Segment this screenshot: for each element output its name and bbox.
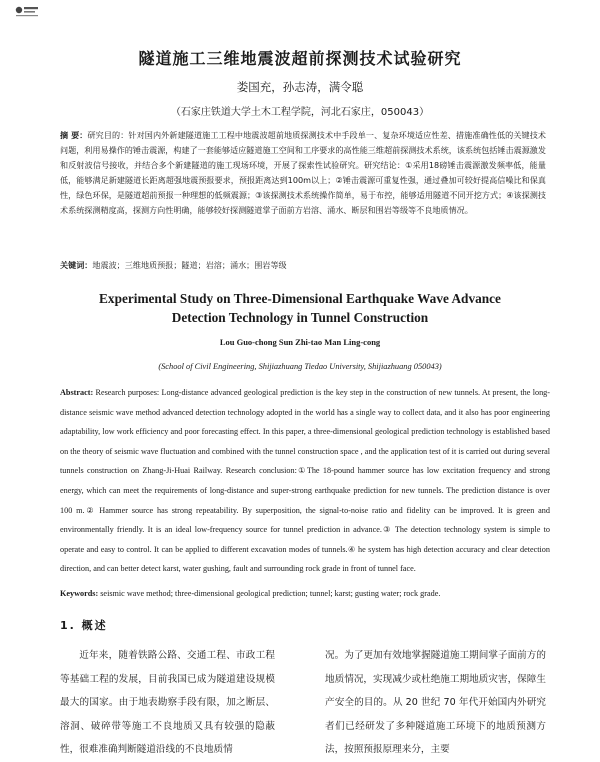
chinese-keywords-label: 关键词： <box>60 260 93 270</box>
english-abstract-text: Research purposes: Long-distance advanced geological prediction is the key step in the construction of new tunnels. At present, the long-distance seismic wave method advanced detection technology adopted in the world has a single way to collect data, and it also has poor engineering adaptability, low work efficiency and poor forecasting effect. In this paper, a three-dimensional geological prediction technology is established based on the theory of seismic wave fluctuation and combined with the tunnel construction space , and the application test of it is carried out during several tunnels construction on Zhang-Ji-Huai Railway. Research conclusion:①The 18-pound hammer source has low excitation frequency and strong energy, which can meet the requirements of long-distance and super-strong earthquake prediction for new tunnels. The prediction distance is over 100 m.② Hammer source has strong repeatability. By superposition, the signal-to-noise ratio and fidelity can be improved. It is green and environmentally friendly. It is an ideal low-frequency source for tunnel prediction in advance.③ The detection technology system is simple to operate and easy to control. It can be applied to different excavation modes of tunnels.④ he system has high detection accuracy and clear detection direction, and can better detect karst, water gushing, fault and surrounding rock grade in front of tunnel face. <box>60 388 550 574</box>
chinese-keywords-text: 地震波；三维地质预报；隧道；岩溶；涌水；围岩等级 <box>92 260 287 270</box>
english-authors: Lou Guo-chong Sun Zhi-tao Man Ling-cong <box>219 337 381 347</box>
english-keywords-label: Keywords: <box>60 589 99 598</box>
chinese-abstract-label: 摘 要： <box>60 130 88 140</box>
chinese-authors: 娄国充，孙志涛，满令聪 <box>236 80 364 94</box>
journal-logo-icon <box>14 4 40 18</box>
chinese-abstract-text: 研究目的：针对国内外新建隧道施工工程中地震波超前地质探测技术中手段单一、复杂环境适应性差、措施准确性低的关键技术问题，利用易操作的锤击震源，构建了一套能够适应隧道施工空间和工序要求的高性能三维超前探测技术系统，该系统包括锤击震源激发和反射波信号接收，并结合多个新建隧道的施工现场环境，开展了探索性试验研究。研究结论：①采用18磅锤击震源激发频率低，能量低，能够满足新建隧道长距离超强地震预报要求，预报距离达到100m以上；②锤击震源可重复性强，通过叠加可较好提高信噪比和保真性，绿色环保，是隧道超前预报一种理想的低频震源；③该探测技术系统操作简单，易于布控，能够适用隧道不同开挖方式；④该探测技术系统探测精度高，探测方向性明确，能够较好探测隧道掌子面前方岩溶、涌水、断层和围岩等级等不良地质情况。 <box>60 130 546 215</box>
english-keywords-text: seismic wave method; three-dimensional geological prediction; tunnel; karst; gusting water; rock grade. <box>100 589 441 598</box>
chinese-abstract <box>60 128 546 218</box>
english-keywords <box>60 589 550 598</box>
english-title <box>0 289 600 327</box>
body-column-right: 况。为了更加有效地掌握隧道施工期间掌子面前方的地质情况，实现减少或杜绝施工期地质灾害，保障生产安全的目的。从 20 世纪 70 年代开始国内外研究者们已经研发了多种隧道施工环境下的地质预测方法，按照预报原理来分，主要 <box>325 650 546 755</box>
english-abstract-label: Abstract: <box>60 388 94 397</box>
chinese-affiliation: （石家庄铁道大学土木工程学院，河北石家庄，050043） <box>170 107 430 118</box>
english-abstract <box>60 383 550 579</box>
body-column-left: 近年来，随着铁路公路、交通工程、市政工程等基础工程的发展，目前我国已成为隧道建设规模最大的国家。由于地表勘察手段有限，加之断层、溶洞、破碎带等施工不良地质又具有较强的隐蔽性，很难准确判断隧道沿线的不良地质情 <box>60 650 275 755</box>
english-affiliation: (School of Civil Engineering, Shijiazhuang Tiedao University, Shijiazhuang 050043) <box>158 362 442 371</box>
chinese-title: 隧道施工三维地震波超前探测技术试验研究 <box>138 49 462 68</box>
section-heading: 1. 概述 <box>60 619 108 632</box>
english-title-line2: Detection Technology in Tunnel Construction <box>171 310 429 325</box>
chinese-keywords <box>60 260 546 271</box>
english-title-line1: Experimental Study on Three-Dimensional Earthquake Wave Advance <box>99 291 501 306</box>
